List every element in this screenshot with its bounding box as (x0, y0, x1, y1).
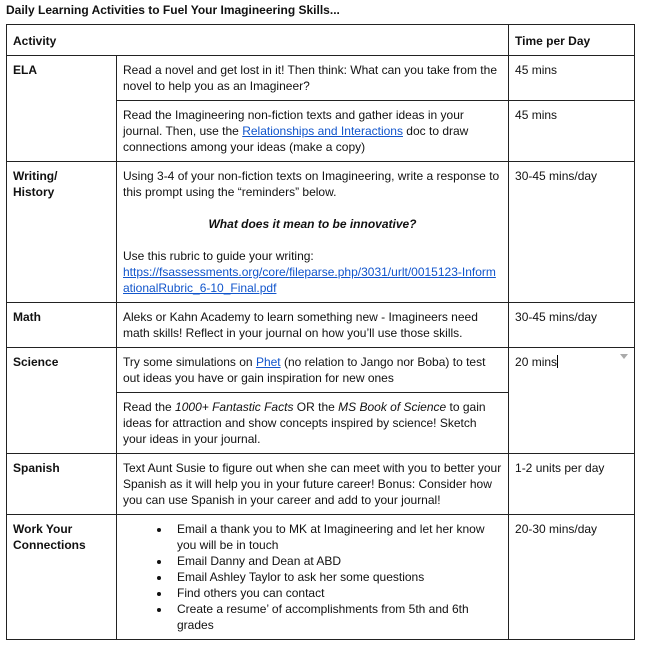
science-activity-1-text: Try some simulations on (123, 355, 256, 369)
text-cursor (557, 355, 558, 368)
ela-activity-2-text: Read the Imagineering non-fiction texts and gather ideas in your journal. Then, use the (123, 108, 464, 138)
list-item: • Email Ashley Taylor to ask her some questions (171, 569, 502, 585)
ela-time-2[interactable]: 45 mins (509, 101, 635, 162)
phet-link[interactable]: Phet (255, 355, 281, 369)
writing-activity[interactable] (117, 162, 509, 303)
subject-writing: Writing/ (13, 169, 58, 183)
subject-history: History (13, 185, 55, 199)
subject-spanish: Spanish (7, 454, 117, 515)
science-activity-2[interactable] (117, 393, 509, 454)
table-row (7, 348, 635, 393)
spanish-activity[interactable]: Text Aunt Susie to figure out when she can meet with you to better your Spanish as it will help you in your future career! Bonus: Consider how you can use Spanish in your career and add to your journal! (117, 454, 509, 515)
science-activity-1-text-end: (no relation to Jango nor Boba) to test out ideas you have or gain inspiration for new ones (123, 355, 486, 385)
science-activity-2-text-end: to gain ideas for attraction and show concepts inspired by science! Sketch your ideas in your journal. (123, 400, 486, 446)
table-row (7, 515, 635, 640)
list-item: • Email a thank you to MK at Imagineering and let her know you will be in touch (171, 521, 502, 553)
table-row (7, 56, 635, 101)
subject-work-your: Work Your (13, 522, 73, 536)
table-row (7, 303, 635, 348)
science-time: 20 mins (515, 355, 558, 369)
math-activity[interactable]: Aleks or Kahn Academy to learn something new - Imagineers need math skills! Reflect in your journal on how you’ll use those skills. (117, 303, 509, 348)
ela-activity-2-text-end: doc to draw connections among your ideas (make a copy) (123, 124, 469, 154)
science-activity-1[interactable] (117, 348, 509, 393)
connections-list (123, 521, 502, 633)
table-header-row (7, 25, 635, 56)
rubric-link[interactable]: https://fsassessments.org/core/fileparse.php/3031/urlt/0015123-InformationalRubric_6-10_Final.pdf (123, 265, 496, 295)
book-of-science-title: MS Book of Science (338, 400, 447, 414)
ela-activity-2[interactable] (117, 101, 509, 162)
rubric-label: Use this rubric to guide your writing: (123, 249, 314, 263)
science-activity-2-text: Read the (123, 400, 176, 414)
activities-table (6, 24, 635, 640)
list-item: • Find others you can contact (171, 585, 502, 601)
subject-math: Math (7, 303, 117, 348)
subject-connections (7, 515, 117, 640)
ela-activity-1[interactable]: Read a novel and get lost in it! Then think: What can you take from the novel to help you as an Imagineer? (117, 56, 509, 101)
writing-prompt: What does it mean to be innovative? (208, 217, 417, 231)
science-activity-2-or: OR the (293, 400, 339, 414)
writing-time[interactable]: 30-45 mins/day (509, 162, 635, 303)
subject-connections-label: Connections (13, 538, 86, 552)
subject-ela: ELA (7, 56, 117, 162)
ela-time-1[interactable]: 45 mins (509, 56, 635, 101)
subject-writing-history (7, 162, 117, 303)
header-activity: Activity (7, 25, 509, 56)
connections-time[interactable]: 20-30 mins/day (509, 515, 635, 640)
connections-activity[interactable] (117, 515, 509, 640)
list-item: • Email Danny and Dean at ABD (171, 553, 502, 569)
writing-instructions: Using 3-4 of your non-fiction texts on Imagineering, write a response to this prompt using the “reminders” below. (123, 169, 500, 199)
document-title: Daily Learning Activities to Fuel Your Imagineering Skills... (6, 3, 340, 17)
math-time[interactable]: 30-45 mins/day (509, 303, 635, 348)
science-time-cell[interactable] (509, 348, 635, 454)
list-item: • Create a resume’ of accomplishments from 5th and 6th grades (171, 601, 502, 633)
dropdown-arrow-icon[interactable] (620, 354, 628, 359)
fantastic-facts-title: 1000+ Fantastic Facts (175, 400, 294, 414)
header-time: Time per Day (509, 25, 635, 56)
table-row (7, 162, 635, 303)
spanish-time[interactable]: 1-2 units per day (509, 454, 635, 515)
table-row (7, 454, 635, 515)
subject-science: Science (7, 348, 117, 454)
relationships-link[interactable]: Relationships and Interactions (242, 124, 403, 138)
